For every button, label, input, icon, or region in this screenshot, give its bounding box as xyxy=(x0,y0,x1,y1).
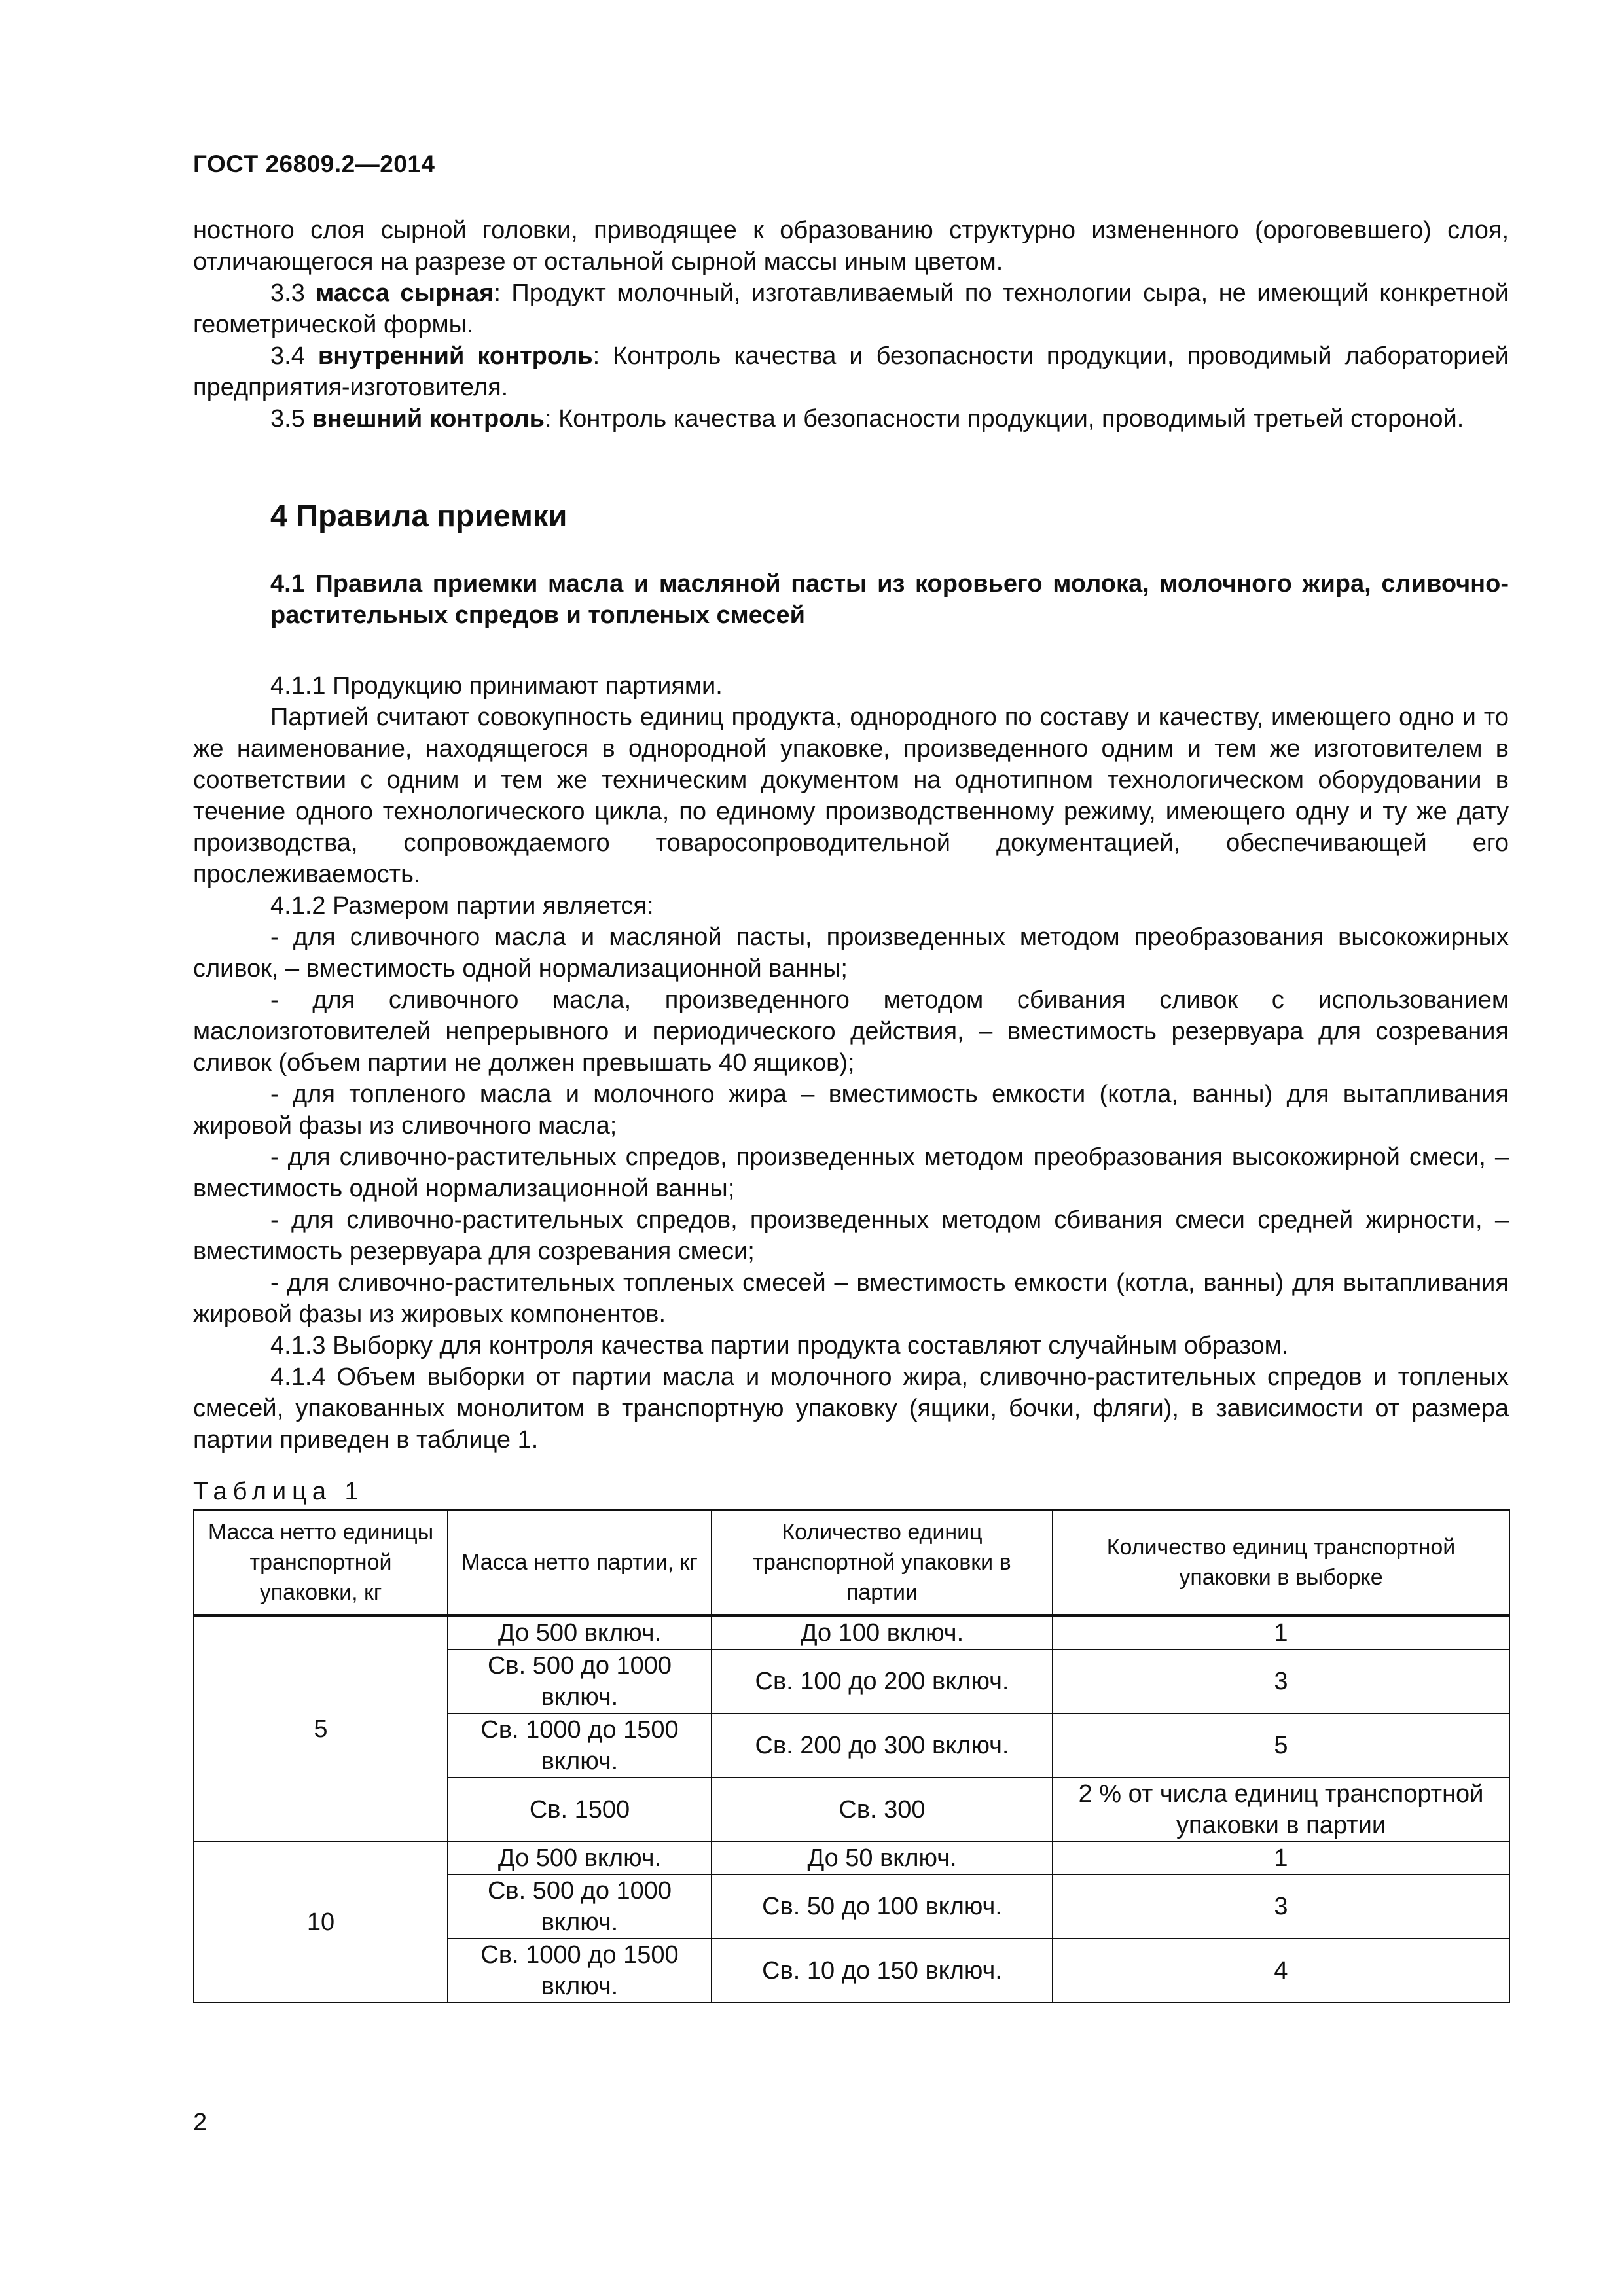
table-cell: Св. 1500 xyxy=(448,1778,712,1842)
table-cell: 5 xyxy=(1053,1713,1509,1778)
paragraph: 4.1.2 Размером партии является: xyxy=(270,892,654,920)
document-page xyxy=(193,0,1509,2296)
definition-3-3 xyxy=(193,278,1509,340)
table-header-cell: Масса нетто единицы транспортной упаковки, кг xyxy=(194,1510,448,1616)
subsection-heading: 4.1 Правила приемки масла и масляной пасты из коровьего молока, молочного жира, сливочно-растительных спредов и топленых смесей xyxy=(270,570,1509,629)
list-item: - для сливочно-растительных спредов, произведенных методом преобразования высокожирной смеси, – вместимость одной нормализационной ванны; xyxy=(193,1143,1509,1202)
definitions-block xyxy=(193,215,1509,435)
table-header-cell: Количество единиц транспортной упаковки в выборке xyxy=(1053,1510,1509,1616)
definition-continuation: ностного слоя сырной головки, приводящее к образованию структурно измененного (ороговевшего) слоя, отличающегося на разрезе от остальной сырной массы иным цветом. xyxy=(193,217,1509,276)
table-cell: Св. 500 до 1000 включ. xyxy=(448,1874,712,1939)
table-header-cell: Масса нетто партии, кг xyxy=(448,1510,712,1616)
table-cell: До 50 включ. xyxy=(712,1842,1053,1874)
table-cell: 3 xyxy=(1053,1874,1509,1939)
definition-number: 3.5 xyxy=(270,405,312,433)
paragraph: 4.1.4 Объем выборки от партии масла и молочного жира, сливочно-растительных спредов и топленых смесей, упакованных монолитом в транспортную упаковку (ящики, бочки, фляги), в зависимости от размера партии приведен в таблице 1. xyxy=(193,1363,1509,1454)
table-cell: Св. 200 до 300 включ. xyxy=(712,1713,1053,1778)
page-number: 2 xyxy=(193,2109,208,2136)
table-cell: 3 xyxy=(1053,1649,1509,1713)
table-caption: Таблица 1 xyxy=(193,1478,365,1505)
table-cell: 1 xyxy=(1053,1842,1509,1874)
list-item: - для топленого масла и молочного жира – вместимость емкости (котла, ванны) для вытапливания жировой фазы из сливочного масла; xyxy=(193,1081,1509,1139)
table-cell: 5 xyxy=(194,1616,448,1842)
table-cell: Св. 100 до 200 включ. xyxy=(712,1649,1053,1713)
definition-3-5 xyxy=(193,403,1509,435)
section-body xyxy=(193,670,1509,1456)
definition-term: внешний контроль xyxy=(312,405,545,433)
table-cell: До 500 включ. xyxy=(448,1842,712,1874)
table-cell: Св. 1000 до 1500 включ. xyxy=(448,1713,712,1778)
definition-term: масса сырная xyxy=(316,279,494,307)
definition-term: внутренний контроль xyxy=(317,342,593,370)
table-cell: До 500 включ. xyxy=(448,1616,712,1650)
table-header-row xyxy=(194,1510,1509,1616)
table-cell: Св. 50 до 100 включ. xyxy=(712,1874,1053,1939)
table-cell: Св. 500 до 1000 включ. xyxy=(448,1649,712,1713)
table-cell: 10 xyxy=(194,1842,448,2003)
list-item: - для сливочно-растительных топленых смесей – вместимость емкости (котла, ванны) для вытапливания жировой фазы из жировых компонентов. xyxy=(193,1269,1509,1328)
table-header-cell: Количество единиц транспортной упаковки в партии xyxy=(712,1510,1053,1616)
definition-text: : Продукт молочный, изготавливаемый по технологии сыра, не имеющий конкретной геометрической формы. xyxy=(193,279,1509,338)
definition-text: : Контроль качества и безопасности продукции, проводимый лабораторией предприятия-изготовителя. xyxy=(193,342,1509,401)
table-cell: 1 xyxy=(1053,1616,1509,1650)
list-item: - для сливочного масла, произведенного методом сбивания сливок с использованием маслоизготовителей непрерывного и периодического действия, – вместимость резервуара для созревания сливок (объем партии не должен превышать 40 ящиков); xyxy=(193,986,1509,1077)
document-code: ГОСТ 26809.2—2014 xyxy=(193,151,435,177)
table-cell: Св. 300 xyxy=(712,1778,1053,1842)
paragraph: 4.1.1 Продукцию принимают партиями. xyxy=(270,672,723,700)
list-item: - для сливочного масла и масляной пасты, произведенных методом преобразования высокожирных сливок, – вместимость одной нормализационной ванны; xyxy=(193,924,1509,982)
table-cell: До 100 включ. xyxy=(712,1616,1053,1650)
paragraph: 4.1.3 Выборку для контроля качества партии продукта составляют случайным образом. xyxy=(270,1332,1289,1359)
table-1 xyxy=(193,1509,1510,2003)
table-cell: Св. 1000 до 1500 включ. xyxy=(448,1939,712,2003)
definition-number: 3.3 xyxy=(270,279,316,307)
definition-number: 3.4 xyxy=(270,342,318,370)
list-item: - для сливочно-растительных спредов, произведенных методом сбивания смеси средней жирности, – вместимость резервуара для созревания смеси; xyxy=(193,1206,1509,1265)
section-heading: 4 Правила приемки xyxy=(270,498,568,533)
table-cell: 2 % от числа единиц транспортной упаковки в партии xyxy=(1053,1778,1509,1842)
table-cell: Св. 10 до 150 включ. xyxy=(712,1939,1053,2003)
table-row xyxy=(194,1616,1509,1650)
paragraph: Партией считают совокупность единиц продукта, однородного по составу и качеству, имеющего одно и то же наименование, находящегося в однородной упаковке, произведенного одним и тем же изготовителем в соответствии с одним и тем же техническим документом на однотипном технологическом оборудовании в течение одного технологического цикла, по единому производственному режиму, имеющего одну и ту же дату производства, сопровождаемого товаросопроводительной документацией, обеспечивающей его прослеживаемость. xyxy=(193,704,1509,888)
table-cell: 4 xyxy=(1053,1939,1509,2003)
definition-3-4 xyxy=(193,340,1509,403)
definition-text: : Контроль качества и безопасности продукции, проводимый третьей стороной. xyxy=(545,405,1464,433)
table-row xyxy=(194,1842,1509,1874)
